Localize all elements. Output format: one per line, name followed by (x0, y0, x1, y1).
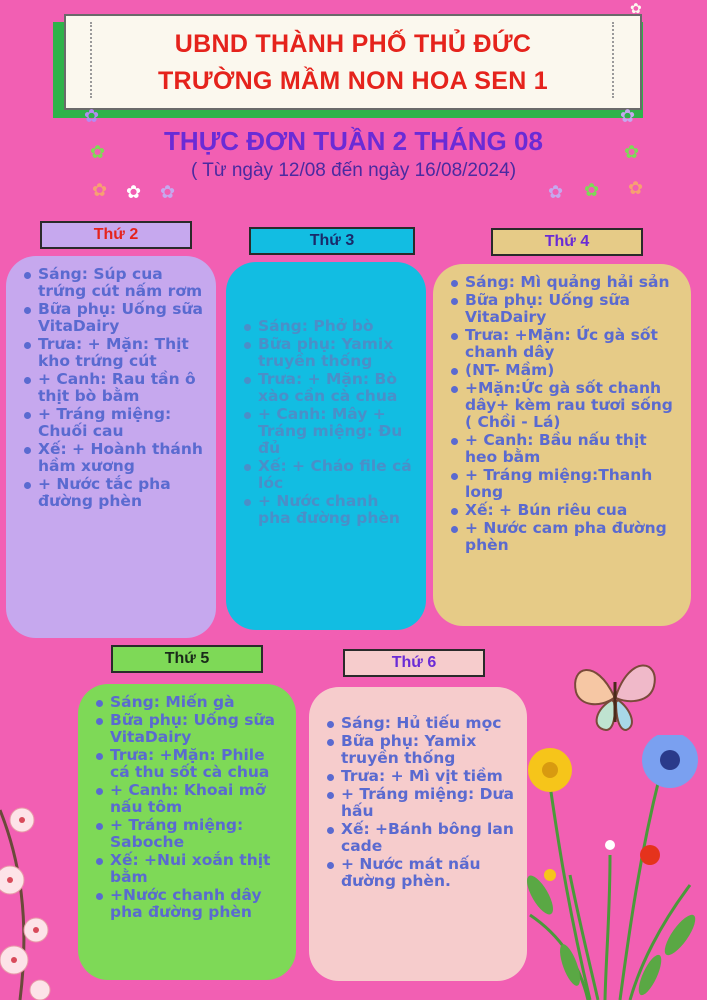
menu-item: Sáng: Phở bò (238, 318, 416, 335)
flower-icon: ✿ (92, 180, 108, 201)
menu-item: + Tráng miệng: Dưa hấu (321, 786, 517, 820)
menu-item: Xế: +Nui xoắn thịt bằm (90, 852, 286, 886)
menu-item: + Canh: Bầu nấu thịt heo bằm (445, 432, 681, 466)
menu-item: Sáng: Mì quảng hải sản (445, 274, 681, 291)
day-card-thu-2 (6, 256, 216, 638)
menu-item: + Nước mát nấu đường phèn. (321, 856, 517, 890)
district-name: UBND THÀNH PHỐ THỦ ĐỨC (174, 30, 532, 58)
menu-item: Bữa phụ: Uống sữa VitaDairy (18, 301, 206, 335)
flower-icon: ✿ (624, 142, 640, 163)
menu-item: Bữa phụ: Uống sữa VitaDairy (90, 712, 286, 746)
menu-item: (NT- Mầm) (445, 362, 681, 379)
menu-item: + Canh: Mây + Tráng miệng: Đu đủ (238, 406, 416, 457)
flower-icon: ✿ (628, 178, 644, 199)
flower-icon: ✿ (620, 106, 636, 127)
menu-item: + Tráng miệng: Chuối cau (18, 406, 206, 440)
menu-item: Xế: + Hoành thánh hầm xương (18, 441, 206, 475)
day-label-thu-2: Thứ 2 (40, 221, 192, 249)
day-label-thu-6: Thứ 6 (343, 649, 485, 677)
menu-item: Trưa: + Mì vịt tiềm (321, 768, 517, 785)
day-label-thu-3: Thứ 3 (249, 227, 415, 255)
flower-icon: ✿ (630, 1, 642, 17)
header-banner (64, 14, 642, 110)
flowers-icon (510, 735, 707, 1000)
menu-title: THỰC ĐƠN TUẦN 2 THÁNG 08 (164, 126, 543, 156)
flower-icon: ✿ (90, 142, 106, 163)
menu-item: + Nước chanh pha đường phèn (238, 493, 416, 527)
day-label-thu-4: Thứ 4 (491, 228, 643, 256)
flower-icon: ✿ (584, 180, 600, 201)
menu-item: Trưa: +Mặn: Ức gà sốt chanh dây (445, 327, 681, 361)
day-card-thu-4 (433, 264, 691, 626)
menu-item: Bữa phụ: Yamix truyền thống (238, 336, 416, 370)
decor-dots-left (90, 22, 92, 98)
menu-item: Trưa: + Mặn: Thịt kho trứng cút (18, 336, 206, 370)
day-card-thu-6 (309, 687, 527, 981)
menu-item: + Canh: Khoai mỡ nấu tôm (90, 782, 286, 816)
butterfly-icon (566, 652, 664, 736)
menu-item: + Canh: Rau tần ô thịt bò bằm (18, 371, 206, 405)
menu-item: Trưa: + Mặn: Bò xào cần cà chua (238, 371, 416, 405)
menu-item: Sáng: Miến gà (90, 694, 286, 711)
flower-icon: ✿ (126, 182, 142, 203)
school-name: TRƯỜNG MẦM NON HOA SEN 1 (157, 67, 548, 95)
menu-item: +Mặn:Ức gà sốt chanh dây+ kèm rau tươi sống ( Chồi - Lá) (445, 380, 681, 431)
menu-item: + Nước cam pha đường phèn (445, 520, 681, 554)
menu-item: Sáng: Hủ tiếu mọc (321, 715, 517, 732)
flower-icon: ✿ (160, 182, 176, 203)
flower-icon: ✿ (548, 182, 564, 203)
menu-item: Xế: +Bánh bông lan cade (321, 821, 517, 855)
menu-date-range: ( Từ ngày 12/08 đến ngày 16/08/2024) (190, 160, 517, 181)
decor-dots-right (612, 22, 614, 98)
menu-item: Xế: + Cháo file cá lóc (238, 458, 416, 492)
day-card-thu-5 (78, 684, 296, 980)
blossom-branch-icon (0, 780, 70, 1000)
menu-item: +Nước chanh dây pha đường phèn (90, 887, 286, 921)
menu-item: Xế: + Bún riêu cua (445, 502, 681, 519)
menu-item: + Tráng miệng: Saboche (90, 817, 286, 851)
menu-item: Bữa phụ: Uống sữa VitaDairy (445, 292, 681, 326)
day-label-thu-5: Thứ 5 (111, 645, 263, 673)
menu-item: Trưa: +Mặn: Phile cá thu sốt cà chua (90, 747, 286, 781)
menu-item: + Tráng miệng:Thanh long (445, 467, 681, 501)
flower-icon: ✿ (84, 106, 100, 127)
menu-item: + Nước tắc pha đường phèn (18, 476, 206, 510)
day-card-thu-3 (226, 262, 426, 630)
menu-item: Bữa phụ: Yamix truyền thống (321, 733, 517, 767)
menu-item: Sáng: Súp cua trứng cút nấm rơm (18, 266, 206, 300)
